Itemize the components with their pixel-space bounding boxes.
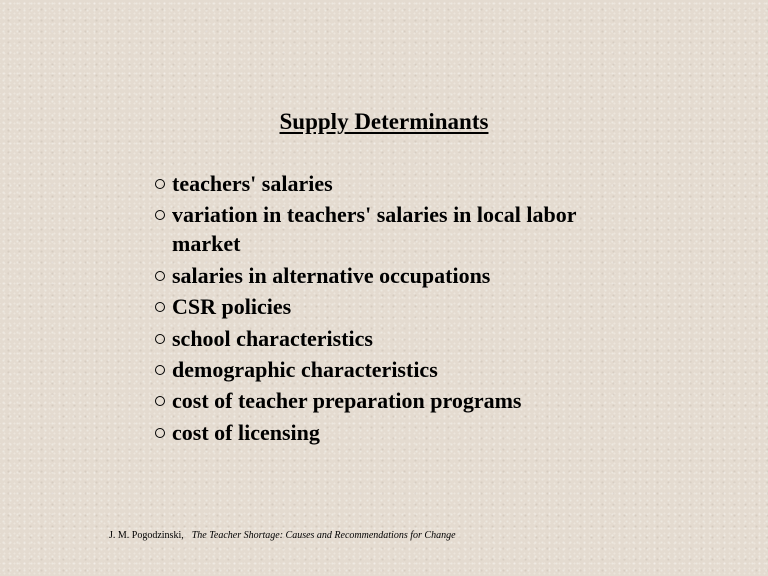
bullet-icon <box>155 365 165 375</box>
bullet-list <box>155 169 625 449</box>
bullet-icon <box>155 210 165 220</box>
footer-citation <box>109 529 456 543</box>
bullet-item <box>155 386 625 415</box>
bullet-text: CSR policies <box>172 294 292 320</box>
bullet-icon <box>155 302 165 312</box>
bullet-icon <box>155 334 165 344</box>
bullet-item <box>155 292 625 321</box>
bullet-text: teachers' salaries <box>172 171 333 196</box>
bullet-text: salaries in alternative occupations <box>172 262 491 288</box>
slide-title: Supply Determinants <box>279 109 489 134</box>
bullet-icon <box>155 428 165 438</box>
bullet-item <box>155 261 625 290</box>
bullet-item <box>155 418 625 447</box>
bullet-icon <box>155 179 165 189</box>
bullet-item <box>155 200 625 258</box>
bullet-icon <box>155 396 165 406</box>
bullet-text: cost of licensing <box>172 419 320 445</box>
bullet-text: variation in teachers' salaries in local labor market <box>172 202 577 257</box>
bullet-item <box>155 169 625 198</box>
footer-author: J. M. Pogodzinski, <box>109 530 184 541</box>
bullet-item <box>155 355 625 384</box>
bullet-text: cost of teacher preparation programs <box>172 388 522 414</box>
bullet-icon <box>155 271 165 281</box>
footer-work-title: The Teacher Shortage: Causes and Recommendations for Change <box>191 530 456 541</box>
bullet-text: school characteristics <box>172 325 373 351</box>
bullet-text: demographic characteristics <box>172 356 438 382</box>
bullet-item <box>155 324 625 353</box>
